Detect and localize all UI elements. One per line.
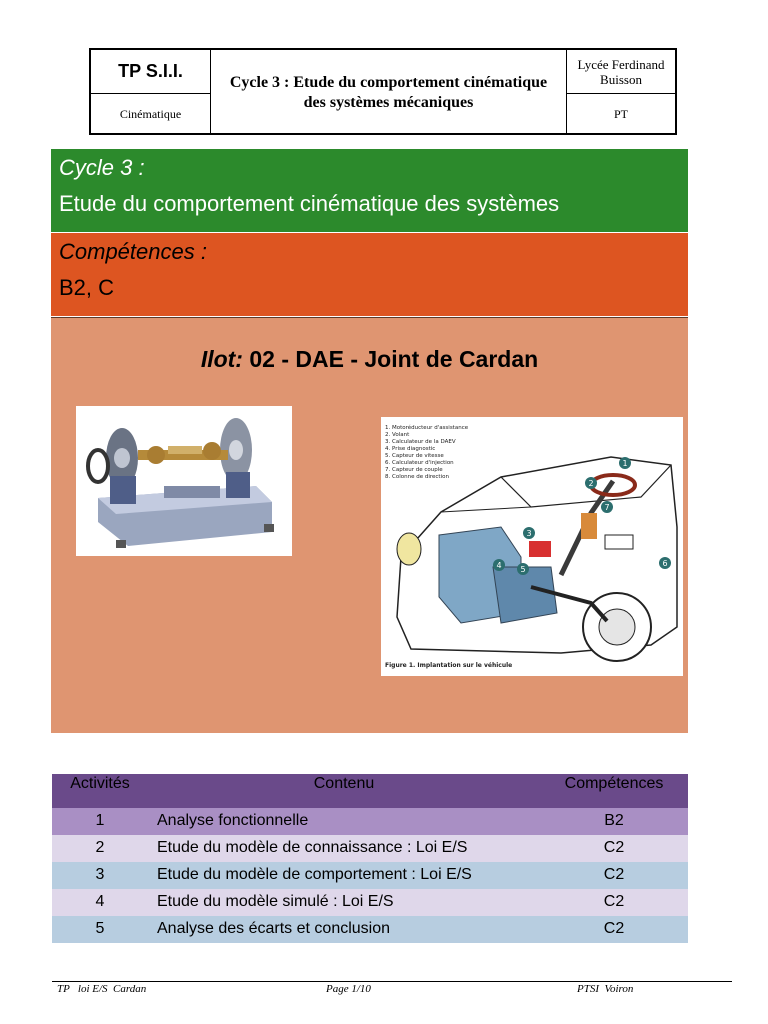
footer-left: TP loi E/S Cardan: [57, 983, 147, 995]
competences-label: Compétences :: [59, 239, 207, 264]
legend-item: 3. Calculateur de la DAEV: [385, 439, 456, 445]
footer-right: PTSI Voiron: [577, 983, 634, 995]
header-content: Contenu: [313, 775, 375, 792]
ilot-block: [51, 317, 688, 733]
legend-item: 8. Colonne de direction: [385, 474, 449, 480]
header-title: Cycle 3 : Etude du comportement cinématique des systèmes mécaniques: [211, 50, 567, 135]
header-competences: Compétences: [564, 775, 664, 792]
row-comp: C2: [603, 920, 625, 937]
legend-item: 5. Capteur de vitesse: [385, 453, 444, 459]
table-header-row: [52, 774, 688, 808]
callout-6: 6: [662, 559, 668, 568]
row-num: 5: [95, 920, 105, 937]
callout-1: 1: [622, 459, 628, 468]
legend-item: 7. Capteur de couple: [385, 467, 443, 473]
row-content: Analyse des écarts et conclusion: [157, 920, 391, 937]
table-row: [52, 835, 688, 862]
table-row: [52, 862, 688, 889]
callout-5: 5: [520, 565, 526, 574]
ilot-label: Ilot:: [200, 346, 243, 372]
row-comp: C2: [603, 866, 625, 883]
legend-item: 4. Prise diagnostic: [385, 446, 436, 452]
legend-item: 6. Calculateur d'injection: [385, 460, 454, 466]
callout-2: 2: [588, 479, 594, 488]
header-activities: Activités: [70, 775, 130, 792]
activities-table: [52, 774, 688, 943]
table-row: [52, 916, 688, 943]
header-table: [89, 48, 677, 135]
row-comp: B2: [604, 812, 624, 829]
callout-7: 7: [604, 503, 610, 512]
table-row: [52, 889, 688, 916]
row-content: Etude du modèle simulé : Loi E/S: [157, 893, 394, 910]
ilot-title: [51, 346, 688, 373]
row-num: 4: [95, 893, 105, 910]
vehicle-implantation-figure: [381, 417, 683, 676]
legend-item: 2. Volant: [385, 432, 410, 438]
header-discipline: Cinématique: [91, 94, 211, 135]
footer-divider: [52, 981, 732, 982]
row-num: 2: [95, 839, 105, 856]
header-class: PT: [613, 107, 628, 121]
callout-4: 4: [496, 561, 502, 570]
cycle-label: Cycle 3 :: [59, 155, 145, 180]
footer-page-number: Page 1/10: [326, 983, 371, 995]
cycle-block: [51, 149, 688, 232]
cycle-title: Etude du comportement cinématique des systèmes: [59, 191, 560, 216]
cardan-bench-photo: [76, 406, 292, 556]
row-content: Analyse fonctionnelle: [157, 812, 309, 829]
row-num: 1: [95, 812, 105, 829]
table-row: [52, 808, 688, 835]
row-content: Etude du modèle de connaissance : Loi E/S: [157, 839, 468, 856]
row-num: 3: [95, 866, 105, 883]
row-content: Etude du modèle de comportement : Loi E/S: [157, 866, 472, 883]
ilot-value: 02 - DAE - Joint de Cardan: [242, 346, 539, 372]
legend-item: 1. Motoréducteur d'assistance: [385, 425, 469, 431]
header-school: Lycée Ferdinand Buisson: [567, 50, 675, 94]
competences-block: [51, 233, 688, 316]
header-tp: TP S.I.I.: [91, 50, 211, 94]
callout-3: 3: [526, 529, 532, 538]
figure-caption: Figure 1. Implantation sur le véhicule: [385, 662, 513, 669]
competences-value: B2, C: [59, 275, 115, 300]
row-comp: C2: [603, 893, 625, 910]
row-comp: C2: [603, 839, 625, 856]
